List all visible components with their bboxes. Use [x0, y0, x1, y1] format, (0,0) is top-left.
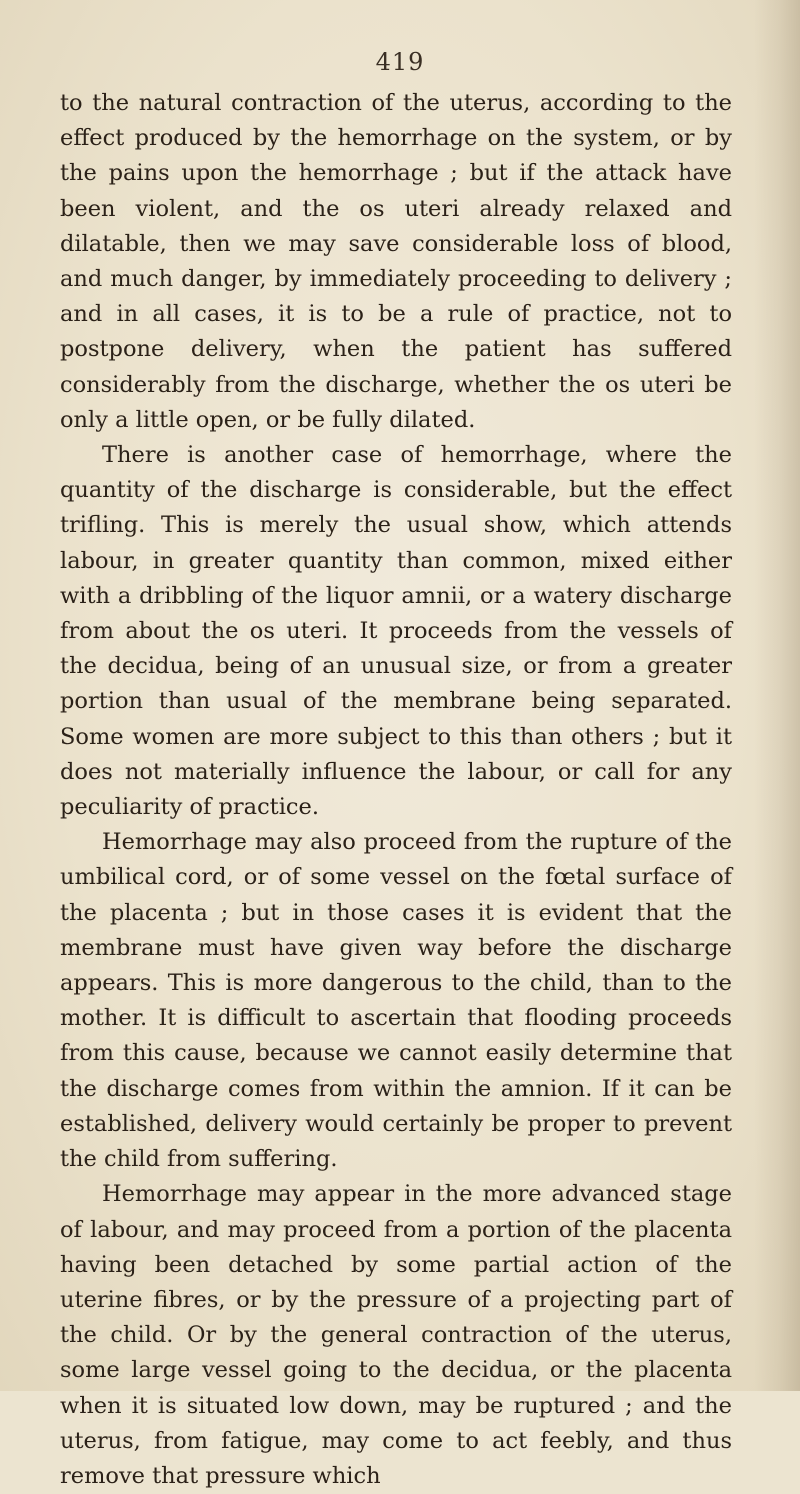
- paragraph-4: Hemorrhage may appear in the more advanced stage of labour, and may proceed from a portion of the placenta having been detached by some partial action of the uterine fibres, or by the pressure of a projecting part of the child. Or by the general contraction of the uterus, some large vessel going to the decidua, or the placenta when it is situated low down, may be ruptured ; and the uterus, from fatigue, may come to act feebly, and thus remove that pressure which: [60, 1181, 732, 1489]
- body-text: [60, 86, 732, 1494]
- page-number: 419: [375, 48, 425, 76]
- page-edge-shadow: [754, 0, 800, 1391]
- paragraph-3: Hemorrhage may also proceed from the rupture of the umbilical cord, or of some vessel on the fœtal surface of the placenta ; but in those cases it is evident that the membrane must have given way before the discharge appears. This is more dangerous to the child, than to the mother. It is difficult to ascertain that flooding proceeds from this cause, because we cannot easily determine that the discharge comes from within the amnion. If it can be established, delivery would certainly be proper to prevent the child from suffering.: [60, 829, 732, 1173]
- paragraph-1: to the natural contraction of the uterus, according to the effect produced by the hemorrhage on the system, or by the pains upon the hemorrhage ; but if the attack have been violent, and the os uteri already relaxed and dilatable, then we may save considerable loss of blood, and much danger, by immediately proceeding to delivery ; and in all cases, it is to be a rule of practice, not to postpone delivery, when the patient has suffered considerably from the discharge, whether the os uteri be only a little open, or be fully dilated.: [60, 90, 732, 433]
- paragraph-2: There is another case of hemorrhage, where the quantity of the discharge is considerable, but the effect trifling. This is merely the usual show, which attends labour, in greater quantity than common, mixed either with a dribbling of the liquor amnii, or a watery discharge from about the os uteri. It proceeds from the vessels of the decidua, being of an unusual size, or from a greater portion than usual of the membrane being separated. Some women are more subject to this than others ; but it does not materially influence the labour, or call for any peculiarity of practice.: [60, 442, 732, 821]
